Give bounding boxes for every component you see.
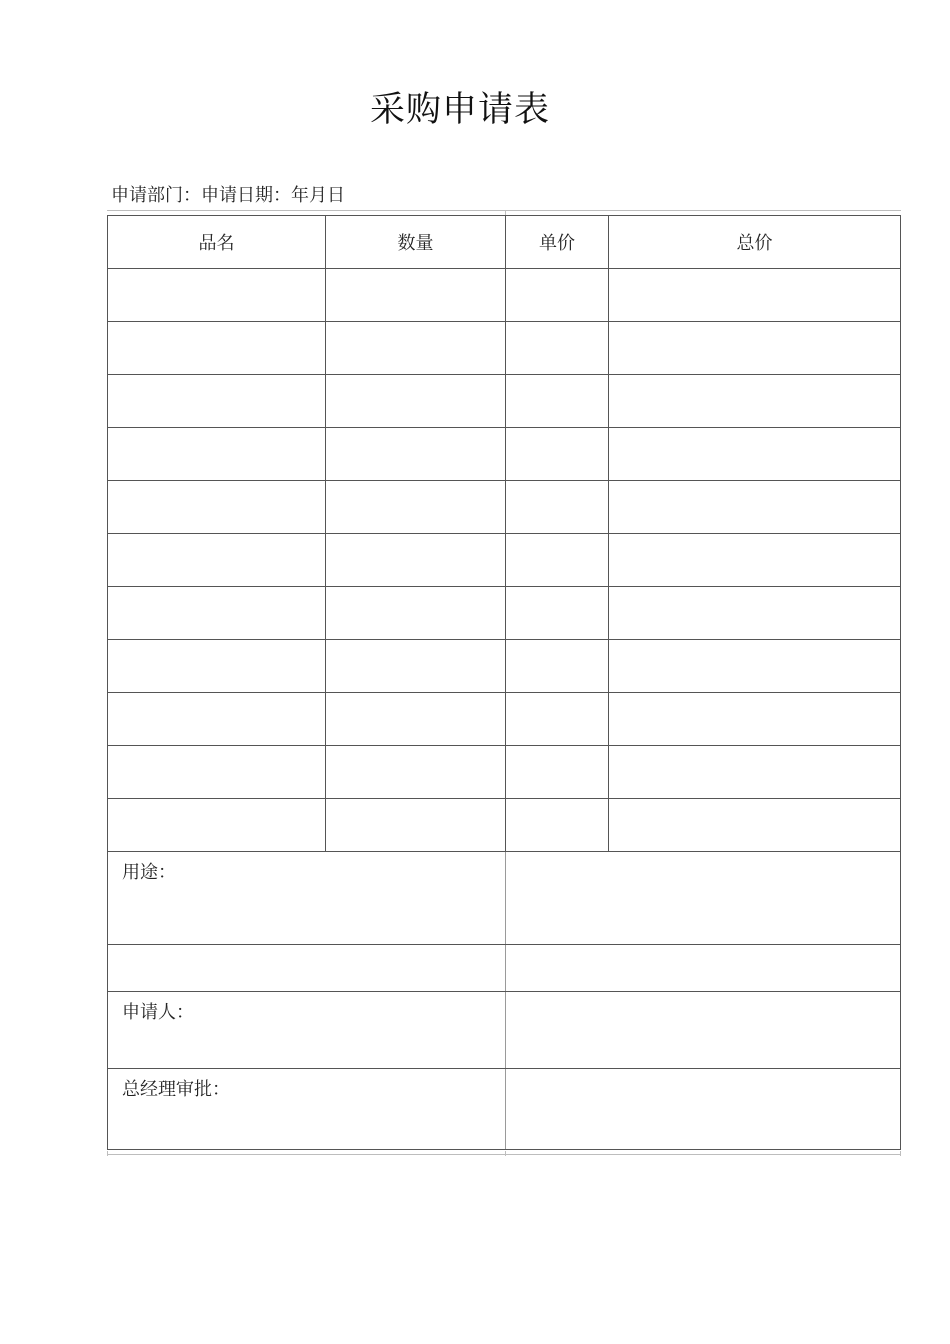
frame-bottom-stub-left (107, 1151, 108, 1156)
table-row (108, 799, 901, 852)
item-name-cell[interactable] (108, 481, 326, 534)
quantity-cell[interactable] (326, 269, 506, 322)
total-price-cell[interactable] (609, 640, 901, 693)
unit-price-cell[interactable] (506, 799, 609, 852)
gm-approval-label: 总经理审批： (122, 1079, 230, 1100)
total-price-cell[interactable] (609, 322, 901, 375)
frame-bottom-stub-middle (505, 1151, 506, 1156)
column-header-item-name: 品名 (108, 216, 326, 269)
unit-price-cell[interactable] (506, 322, 609, 375)
column-header-total-price: 总价 (609, 216, 901, 269)
unit-price-cell[interactable] (506, 640, 609, 693)
header-row (108, 216, 901, 269)
quantity-cell[interactable] (326, 375, 506, 428)
item-name-cell[interactable] (108, 375, 326, 428)
blank-cell-right[interactable] (506, 945, 901, 992)
purpose-value-cell[interactable] (506, 852, 901, 945)
table-row (108, 640, 901, 693)
gm-approval-row (108, 1069, 901, 1150)
quantity-cell[interactable] (326, 481, 506, 534)
purchase-request-form (107, 215, 900, 1151)
item-name-cell[interactable] (108, 322, 326, 375)
unit-price-cell[interactable] (506, 587, 609, 640)
column-header-quantity: 数量 (326, 216, 506, 269)
purpose-row (108, 852, 901, 945)
unit-price-cell[interactable] (506, 269, 609, 322)
frame-bottom-line (107, 1154, 901, 1155)
unit-price-cell[interactable] (506, 534, 609, 587)
quantity-cell[interactable] (326, 799, 506, 852)
item-name-cell[interactable] (108, 428, 326, 481)
table-row (108, 269, 901, 322)
unit-price-cell[interactable] (506, 746, 609, 799)
table-row (108, 693, 901, 746)
column-header-unit-price: 单价 (506, 216, 609, 269)
blank-row (108, 945, 901, 992)
quantity-cell[interactable] (326, 640, 506, 693)
unit-price-cell[interactable] (506, 481, 609, 534)
unit-price-cell[interactable] (506, 375, 609, 428)
item-name-cell[interactable] (108, 799, 326, 852)
total-price-cell[interactable] (609, 269, 901, 322)
total-price-cell[interactable] (609, 693, 901, 746)
total-price-cell[interactable] (609, 534, 901, 587)
table-row (108, 428, 901, 481)
total-price-cell[interactable] (609, 428, 901, 481)
purpose-field[interactable] (108, 852, 506, 945)
total-price-cell[interactable] (609, 587, 901, 640)
table-row (108, 322, 901, 375)
total-price-cell[interactable] (609, 799, 901, 852)
item-name-cell[interactable] (108, 640, 326, 693)
frame-bottom-stub-right (900, 1151, 901, 1156)
quantity-cell[interactable] (326, 534, 506, 587)
form-table (107, 215, 901, 1150)
total-price-cell[interactable] (609, 375, 901, 428)
table-row (108, 375, 901, 428)
applicant-row (108, 992, 901, 1069)
item-name-cell[interactable] (108, 746, 326, 799)
quantity-cell[interactable] (326, 587, 506, 640)
item-name-cell[interactable] (108, 534, 326, 587)
applicant-value-cell[interactable] (506, 992, 901, 1069)
table-row (108, 587, 901, 640)
department-date-line: 申请部门：申请日期：年月日 (111, 185, 345, 206)
purpose-label: 用途： (122, 862, 176, 883)
unit-price-cell[interactable] (506, 428, 609, 481)
item-name-cell[interactable] (108, 693, 326, 746)
applicant-label: 申请人： (122, 1002, 194, 1023)
page-title: 采购申请表 (369, 90, 550, 130)
total-price-cell[interactable] (609, 481, 901, 534)
frame-top-line (107, 210, 901, 211)
quantity-cell[interactable] (326, 428, 506, 481)
applicant-field[interactable] (108, 992, 506, 1069)
gm-approval-field[interactable] (108, 1069, 506, 1150)
quantity-cell[interactable] (326, 746, 506, 799)
total-price-cell[interactable] (609, 746, 901, 799)
quantity-cell[interactable] (326, 322, 506, 375)
item-name-cell[interactable] (108, 269, 326, 322)
item-name-cell[interactable] (108, 587, 326, 640)
unit-price-cell[interactable] (506, 693, 609, 746)
blank-cell-left[interactable] (108, 945, 506, 992)
table-row (108, 746, 901, 799)
quantity-cell[interactable] (326, 693, 506, 746)
table-row (108, 534, 901, 587)
gm-approval-value-cell[interactable] (506, 1069, 901, 1150)
table-row (108, 481, 901, 534)
